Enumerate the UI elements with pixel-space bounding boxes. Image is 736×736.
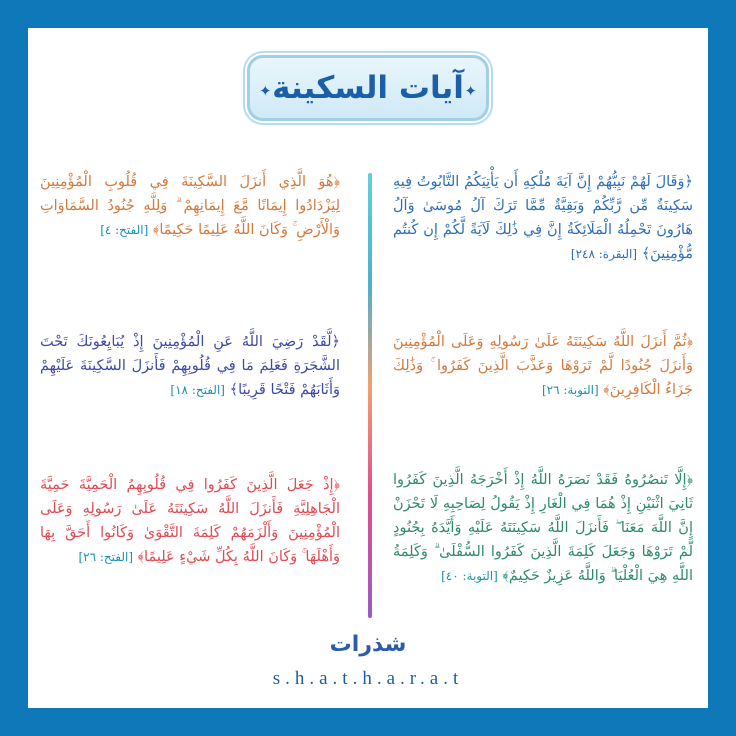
verse-text: ﴿إِلَّا تَنصُرُوهُ فَقَدْ نَصَرَهُ اللَّهُ إِذْ أَخْرَجَهُ الَّذِينَ كَفَرُوا ثَانِيَ اثْنَيْنِ إِذْ هُمَا فِي الْغَارِ إِذْ يَقُولُ لِصَاحِبِهِ لَا تَحْزَنْ إِنَّ اللَّهَ مَعَنَا ۖ فَأَنزَلَ اللَّهُ سَكِينَتَهُ عَلَيْهِ وَأَيَّدَهُ بِجُنُودٍ لَّمْ تَرَوْهَا وَجَعَلَ كَلِمَةَ الَّذِينَ كَفَرُوا السُّفْلَىٰ ۗ وَكَلِمَةُ اللَّهِ هِيَ الْعُلْيَا ۗ وَاللَّهُ عَزِيزٌ حَكِيمٌ﴾ [393, 472, 693, 584]
verse-tawbah-40 [393, 468, 693, 588]
title-banner [247, 55, 489, 121]
logo-arabic: شذرات [329, 632, 407, 657]
verse-text: ﴿لَّقَدْ رَضِيَ اللَّهُ عَنِ الْمُؤْمِنِينَ إِذْ يُبَايِعُونَكَ تَحْتَ الشَّجَرَةِ فَعَلِمَ مَا فِي قُلُوبِهِمْ فَأَنزَلَ السَّكِينَةَ عَلَيْهِمْ وَأَثَابَهُمْ فَتْحًا قَرِيبًا﴾ [40, 334, 340, 398]
verse-fath-18 [40, 330, 340, 402]
verse-fath-4 [40, 170, 340, 242]
gradient-divider [368, 173, 372, 618]
verse-tawbah-26 [393, 330, 693, 402]
verse-text: ﴿وَقَالَ لَهُمْ نَبِيُّهُمْ إِنَّ آيَةَ مُلْكِهِ أَن يَأْتِيَكُمُ التَّابُوتُ فِيهِ سَكِينَةٌ مِّن رَّبِّكُمْ وَبَقِيَّةٌ مِّمَّا تَرَكَ آلُ مُوسَىٰ وَآلُ هَارُونَ تَحْمِلُهُ الْمَلَائِكَةُ إِنَّ فِي ذَٰلِكَ لَآيَةً لَّكُمْ إِن كُنتُم مُّؤْمِنِينَ﴾ [393, 174, 693, 262]
verse-fath-26 [40, 473, 340, 569]
star-ornament-icon: ✦ [464, 82, 477, 100]
verse-text: ﴿ثُمَّ أَنزَلَ اللَّهُ سَكِينَتَهُ عَلَىٰ رَسُولِهِ وَعَلَى الْمُؤْمِنِينَ وَأَنزَلَ جُنُودًا لَّمْ تَرَوْهَا وَعَذَّبَ الَّذِينَ كَفَرُوا ۚ وَذَٰلِكَ جَزَاءُ الْكَافِرِينَ﴾ [393, 334, 693, 398]
verse-reference: [التوبة: ٤٠] [441, 569, 498, 583]
page-title: آيات السكينة [272, 70, 464, 106]
verse-reference: [الفتح: ١٨] [170, 383, 225, 397]
verse-reference: [التوبة: ٢٦] [541, 383, 599, 397]
star-ornament-icon: ✦ [259, 82, 272, 100]
verse-text: ﴿هُوَ الَّذِي أَنزَلَ السَّكِينَةَ فِي قُلُوبِ الْمُؤْمِنِينَ لِيَزْدَادُوا إِيمَانًا مَّعَ إِيمَانِهِمْ ۗ وَلِلَّهِ جُنُودُ السَّمَاوَاتِ وَالْأَرْضِ ۚ وَكَانَ اللَّهُ عَلِيمًا حَكِيمًا﴾ [40, 174, 340, 238]
verse-text: ﴿إِذْ جَعَلَ الَّذِينَ كَفَرُوا فِي قُلُوبِهِمُ الْحَمِيَّةَ حَمِيَّةَ الْجَاهِلِيَّةِ فَأَنزَلَ اللَّهُ سَكِينَتَهُ عَلَىٰ رَسُولِهِ وَعَلَى الْمُؤْمِنِينَ وَأَلْزَمَهُمْ كَلِمَةَ التَّقْوَىٰ وَكَانُوا أَحَقَّ بِهَا وَأَهْلَهَا ۚ وَكَانَ اللَّهُ بِكُلِّ شَيْءٍ عَلِيمًا﴾ [40, 477, 340, 565]
verse-baqarah-248 [393, 170, 693, 266]
verse-reference: [الفتح: ٢٦] [78, 550, 134, 564]
logo-latin: s.h.a.t.h.a.r.a.t [272, 668, 464, 689]
verse-reference: [الفتح: ٤] [100, 223, 149, 237]
verse-reference: [البقرة: ٢٤٨] [570, 247, 638, 261]
verse-card [28, 28, 708, 708]
